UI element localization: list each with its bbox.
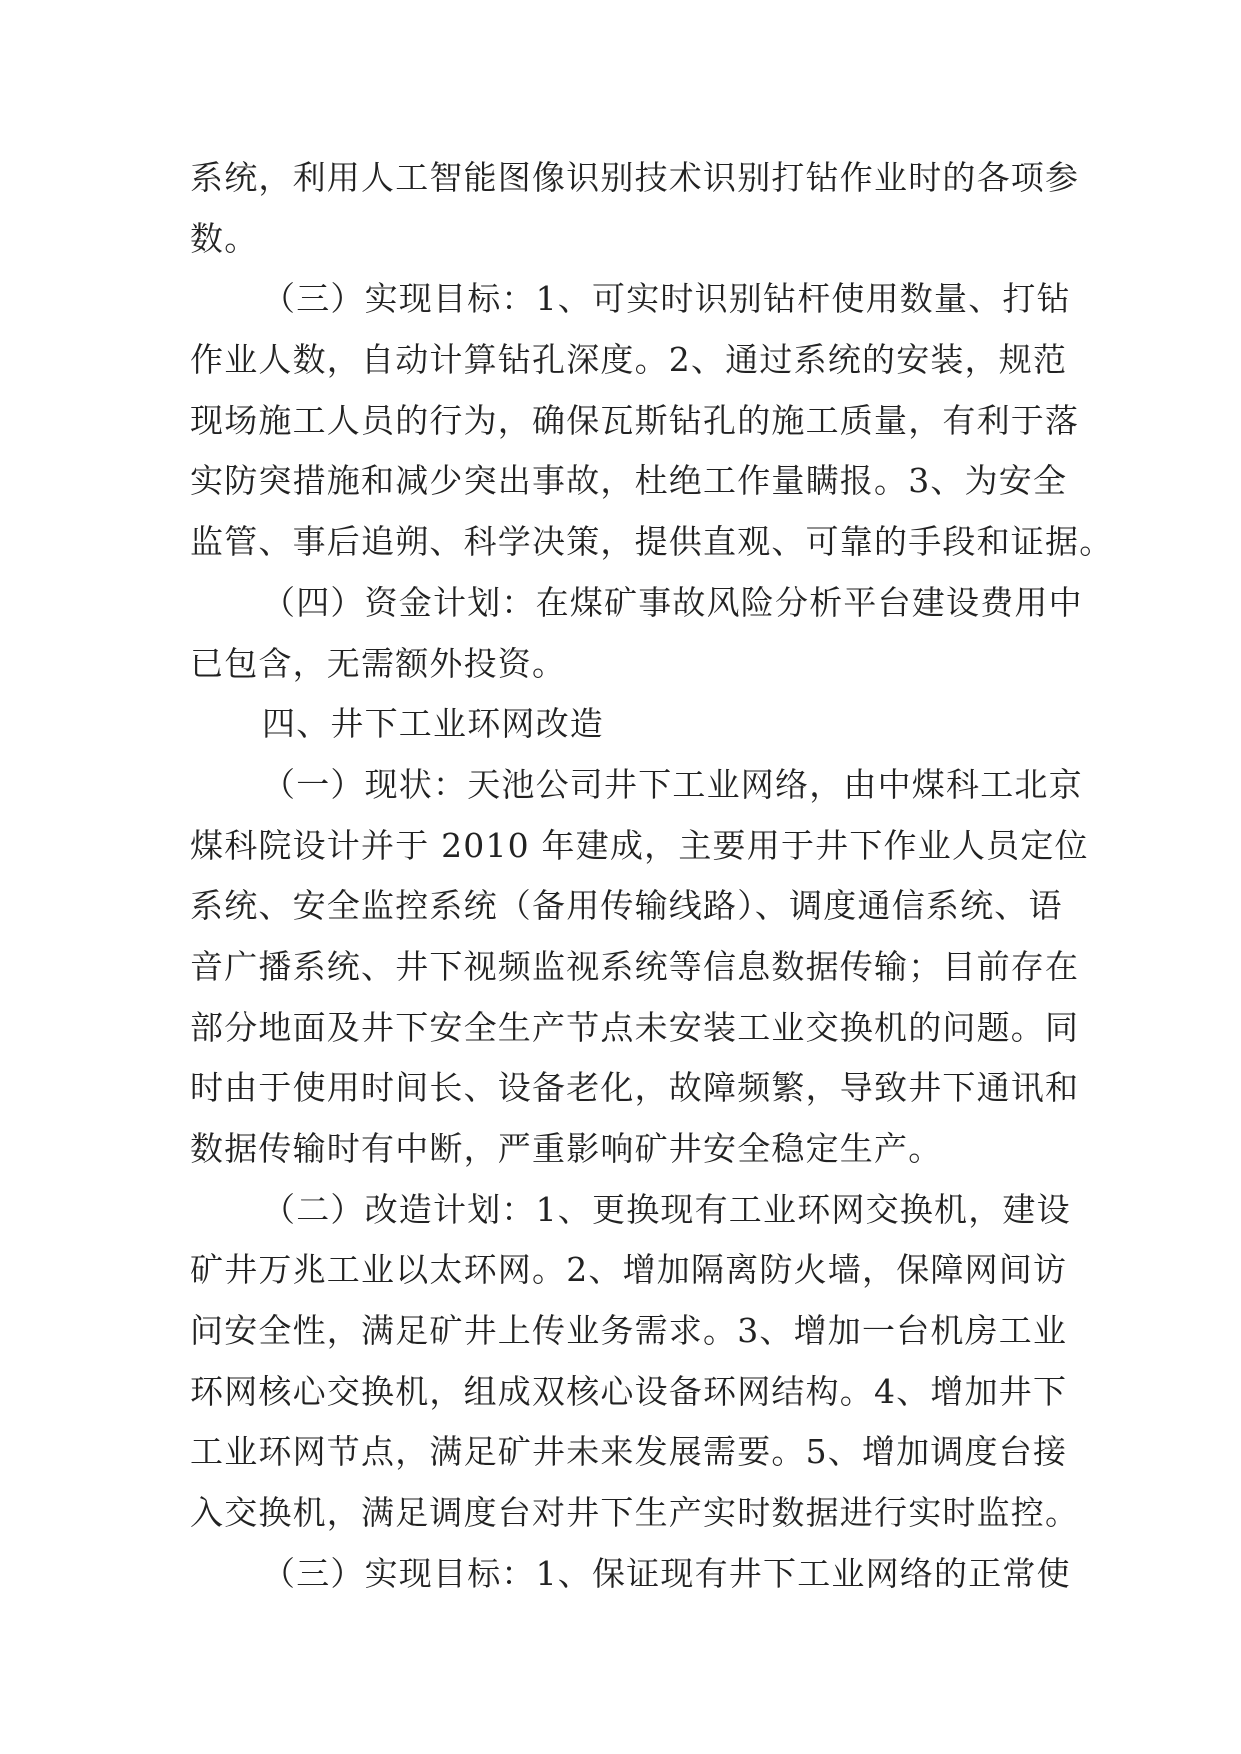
text-line: 系统、安全监控系统（备用传输线路）、调度通信系统、语 [190, 886, 1063, 926]
text-line: 数据传输时有中断，严重影响矿井安全稳定生产。 [190, 1129, 943, 1168]
text-line: 问安全性，满足矿井上传业务需求。3、增加一台机房工业 [190, 1311, 1068, 1351]
text-line: （三）实现目标：1、可实时识别钻杆使用数量、打钻 [262, 279, 1071, 319]
text-line: 工业环网节点，满足矿井未来发展需要。5、增加调度台接 [190, 1432, 1068, 1472]
section-heading: 四、井下工业环网改造 [262, 704, 604, 744]
text-line: 实防突措施和减少突出事故，杜绝工作量瞒报。3、为安全 [190, 461, 1068, 501]
text-line: 环网核心交换机，组成双核心设备环网结构。4、增加井下 [190, 1371, 1068, 1411]
body-text [190, 148, 1114, 1605]
text-line: 部分地面及井下安全生产节点未安装工业交换机的问题。同 [190, 1007, 1080, 1047]
text-line: （三）实现目标：1、保证现有井下工业网络的正常使 [262, 1553, 1071, 1593]
text-line: 已包含，无需额外投资。 [190, 643, 567, 683]
text-line: 现场施工人员的行为，确保瓦斯钻孔的施工质量，有利于落 [190, 400, 1080, 440]
text-line: 音广播系统、井下视频监视系统等信息数据传输；目前存在 [190, 946, 1080, 986]
text-line: 入交换机，满足调度台对井下生产实时数据进行实时监控。 [190, 1493, 1080, 1533]
text-line: 时由于使用时间长、设备老化，故障频繁，导致井下通讯和 [190, 1068, 1080, 1108]
text-line: （二）改造计划：1、更换现有工业环网交换机，建设 [262, 1189, 1071, 1229]
text-line: 煤科院设计并于 2010 年建成，主要用于井下作业人员定位 [190, 825, 1089, 865]
text-line: （四）资金计划：在煤矿事故风险分析平台建设费用中 [262, 582, 1083, 622]
text-line: 作业人数，自动计算钻孔深度。2、通过系统的安装，规范 [190, 340, 1068, 380]
text-line: 监管、事后追朔、科学决策，提供直观、可靠的手段和证据。 [190, 522, 1114, 562]
text-line: 数。 [190, 218, 259, 258]
text-line: （一）现状：天池公司井下工业网络，由中煤科工北京 [262, 764, 1083, 804]
text-line: 矿井万兆工业以太环网。2、增加隔离防火墙，保障网间访 [190, 1250, 1068, 1290]
text-line: 系统，利用人工智能图像识别技术识别打钻作业时的各项参 [190, 158, 1080, 197]
